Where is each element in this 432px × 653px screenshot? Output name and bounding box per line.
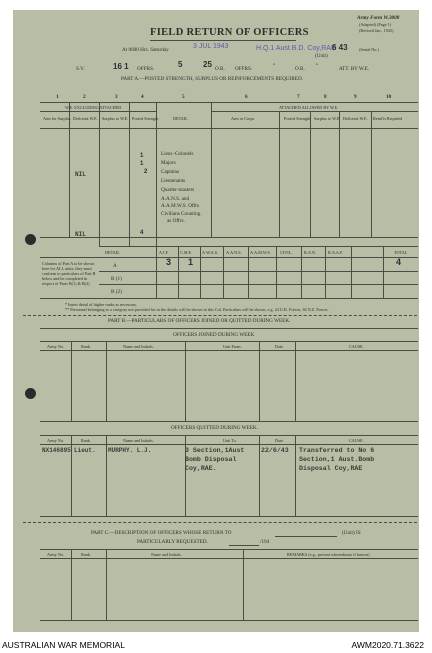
detail-row-label: Quarter-masters bbox=[161, 187, 195, 193]
summary-aif: 3 bbox=[166, 257, 172, 267]
sv-value: 16 1 bbox=[113, 62, 129, 71]
col-number: 6 bbox=[245, 94, 248, 100]
nil-entry: NIL bbox=[75, 231, 86, 238]
part-a-title: PART A.—POSTED STRENGTH, SURPLUS OR REINFORCEMENTS REQUIRED. bbox=[121, 76, 303, 82]
summary-head: CIVIL. bbox=[280, 250, 293, 255]
or-label: O.R. bbox=[215, 66, 225, 72]
att-group-label: ATTACHED ALLOWED BY W.E. bbox=[279, 105, 339, 110]
col-number: 5 bbox=[182, 94, 185, 100]
side-note: Columns of Part A to be shown here for ALL units; they must conform to particulars of Part B below and be completed in respect of Parts B(1) & B(2) bbox=[42, 261, 96, 286]
offrs2-value: - bbox=[273, 62, 275, 68]
joined-col-header: Name and Initials. bbox=[123, 344, 154, 349]
col-header: Posted Strength bbox=[284, 116, 311, 121]
or2-value: - bbox=[316, 62, 318, 68]
posted-value: 2 bbox=[144, 169, 148, 175]
form-page bbox=[13, 10, 419, 632]
quitted-date: 22/6/43 bbox=[261, 447, 289, 454]
summary-row-label: B (1) bbox=[111, 276, 122, 282]
footer-left: AUSTRALIAN WAR MEMORIAL bbox=[2, 640, 125, 650]
summary-cmf: 1 bbox=[188, 257, 194, 267]
summary-head: R.A.N. bbox=[304, 250, 316, 255]
punch-hole-top bbox=[25, 234, 36, 245]
joined-col-header: Date. bbox=[275, 344, 284, 349]
quitted-cause-line: Transferred to No 6 bbox=[299, 447, 375, 454]
quitted-col-header: Name and Initials. bbox=[123, 438, 154, 443]
quitted-col-header: Army No. bbox=[47, 438, 64, 443]
footer-bar bbox=[0, 637, 432, 653]
att-label: ATT. BY W.E. bbox=[339, 66, 370, 72]
part-c-col-header: Rank. bbox=[81, 552, 91, 557]
date-stamp: 3 JUL 1943 bbox=[193, 43, 229, 50]
requested-label: PARTICULARLY REQUESTED. bbox=[137, 539, 208, 545]
detail-row-label: Civilians Counting bbox=[161, 211, 201, 217]
year-label: /194 bbox=[260, 539, 270, 545]
or2-label: O.R. bbox=[295, 66, 305, 72]
col-header: DETAIL bbox=[173, 116, 188, 121]
summary-head: R.A.A.F. bbox=[328, 250, 344, 255]
joined-col-header: Army No. bbox=[47, 344, 64, 349]
or-value: 25 bbox=[203, 60, 212, 69]
part-c-col-header: Army No. bbox=[47, 552, 64, 557]
col-number: 2 bbox=[83, 94, 86, 100]
unit-stamp: H.Q.1 Aust.B.D. Coy,RAE bbox=[256, 45, 336, 52]
col-number: 10 bbox=[386, 94, 392, 100]
joined-col-header: Rank. bbox=[81, 344, 91, 349]
detail-row-label: Lieut.-Colonels bbox=[161, 151, 194, 157]
part-c-col-header: Name and Initials. bbox=[151, 552, 182, 557]
quitted-title: OFFICERS QUITTED DURING WEEK. bbox=[171, 425, 258, 431]
offrs2-label: OFFRS. bbox=[235, 66, 253, 72]
unit-label: (Unit) bbox=[315, 53, 328, 59]
joined-col-header: Unit From. bbox=[223, 344, 242, 349]
summary-row-label: B (2) bbox=[111, 289, 122, 295]
col-header: Deficient W.E. bbox=[343, 116, 368, 121]
nil-entry: NIL bbox=[75, 171, 86, 178]
footer-right: AWM2020.71.3622 bbox=[351, 640, 424, 650]
footnote-2: ** Personnel belonging to a category not provided for in the details will be shown in this Col. Particulars will be shown, e.g. 24 U.K. Forces, 36 N.Z. Forces. bbox=[65, 307, 329, 312]
part-c-title: PART C.—DESCRIPTION OF OFFICERS WHOSE RETURN TO bbox=[91, 530, 232, 536]
at-hours-label: At 0600 Hrs. Saturday bbox=[122, 47, 169, 53]
quitted-col-header: Rank. bbox=[81, 438, 91, 443]
col-header: Deficient W.E. bbox=[73, 116, 98, 121]
detail-row-label: Captains bbox=[161, 169, 180, 175]
summary-total: 4 bbox=[396, 257, 402, 267]
quitted-army-no: NX146895 bbox=[42, 447, 71, 454]
col-number: 3 bbox=[115, 94, 118, 100]
col-header: Arm for Surplus bbox=[43, 116, 71, 121]
col-number: 1 bbox=[56, 94, 59, 100]
quitted-unit-to-line: Coy,RAE. bbox=[185, 465, 217, 472]
quitted-cause-line: Section,1 Aust.Bomb bbox=[299, 456, 375, 463]
col-header: Reinf'ts Required bbox=[373, 116, 403, 121]
offrs-label: OFFRS. bbox=[137, 66, 155, 72]
col-number: 9 bbox=[354, 94, 357, 100]
we-group-label: W.E. EXCLUDING ATTACHED bbox=[65, 105, 122, 110]
col-header: Surplus to W.E. bbox=[102, 116, 129, 121]
summary-row-label: A bbox=[113, 263, 117, 269]
total-posted: 4 bbox=[140, 230, 144, 236]
col-number: 7 bbox=[297, 94, 300, 100]
quitted-rank: Lieut. bbox=[74, 447, 96, 454]
detail-row-label: Lieutenants bbox=[161, 178, 186, 184]
summary-head: C.M.F. bbox=[180, 250, 192, 255]
quitted-cause-line: Disposal Coy,RAE bbox=[299, 465, 363, 472]
summary-head: A.A.N.S. bbox=[226, 250, 242, 255]
revised-label: (Revised Jan., 1943) bbox=[359, 28, 394, 33]
part-c-col-header: REMARKS (e.g., present whereabouts if known) bbox=[287, 552, 370, 557]
army-form-label: Army Form W.3008 bbox=[357, 15, 400, 21]
joined-title: OFFICERS JOINED DURING WEEK bbox=[173, 332, 255, 338]
col-number: 8 bbox=[324, 94, 327, 100]
page-title: FIELD RETURN OF OFFICERS bbox=[150, 27, 309, 38]
quitted-col-header: CAUSE. bbox=[349, 438, 364, 443]
summary-head: TOTAL bbox=[394, 250, 408, 255]
joined-col-header: CAUSE. bbox=[349, 344, 364, 349]
quitted-unit-to-line: 3 Section,1Aust bbox=[185, 447, 245, 454]
quitted-col-header: Date. bbox=[275, 438, 284, 443]
footnote-1: * Insert detail of higher ranks as necessary. bbox=[65, 302, 138, 307]
quitted-unit-to-line: Bomb Disposal bbox=[185, 456, 237, 463]
summary-head: DETAIL bbox=[105, 250, 120, 255]
offrs-value: 5 bbox=[178, 60, 183, 69]
serial-number: 6 43 bbox=[332, 43, 348, 52]
detail-row-label: A.A.M.W.S. Offrs bbox=[161, 203, 200, 209]
col-header: Surplus to W.E. bbox=[314, 116, 341, 121]
col-header: Arm or Corps bbox=[231, 116, 255, 121]
summary-head: A.W.A.S. bbox=[202, 250, 219, 255]
detail-row-label: as Offrs. bbox=[167, 218, 185, 224]
punch-hole-bottom bbox=[25, 388, 36, 399]
col-header: Posted Strength bbox=[132, 116, 159, 121]
part-c-title-tail: (Unit) IS bbox=[342, 530, 361, 536]
adapted-label: (Adapted) (Page 1) bbox=[359, 22, 392, 27]
posted-value: 1 bbox=[140, 153, 144, 159]
posted-value: 1 bbox=[140, 161, 144, 167]
summary-head: A.I.F. bbox=[159, 250, 169, 255]
part-b-title: PART B.—PARTICULARS OF OFFICERS JOINED OR QUITTED DURING WEEK. bbox=[108, 318, 291, 324]
detail-row-label: Majors bbox=[161, 160, 176, 166]
serial-label: (Serial No.) bbox=[359, 47, 379, 52]
quitted-col-header: Unit To. bbox=[223, 438, 237, 443]
quitted-name: MURPHY. L.J. bbox=[108, 447, 152, 454]
sv-label: S.V. bbox=[76, 66, 85, 72]
col-number: 4 bbox=[141, 94, 144, 100]
summary-head: A.A.M.W.S. bbox=[250, 250, 271, 255]
detail-row-label: A.A.N.S. and bbox=[161, 196, 190, 202]
